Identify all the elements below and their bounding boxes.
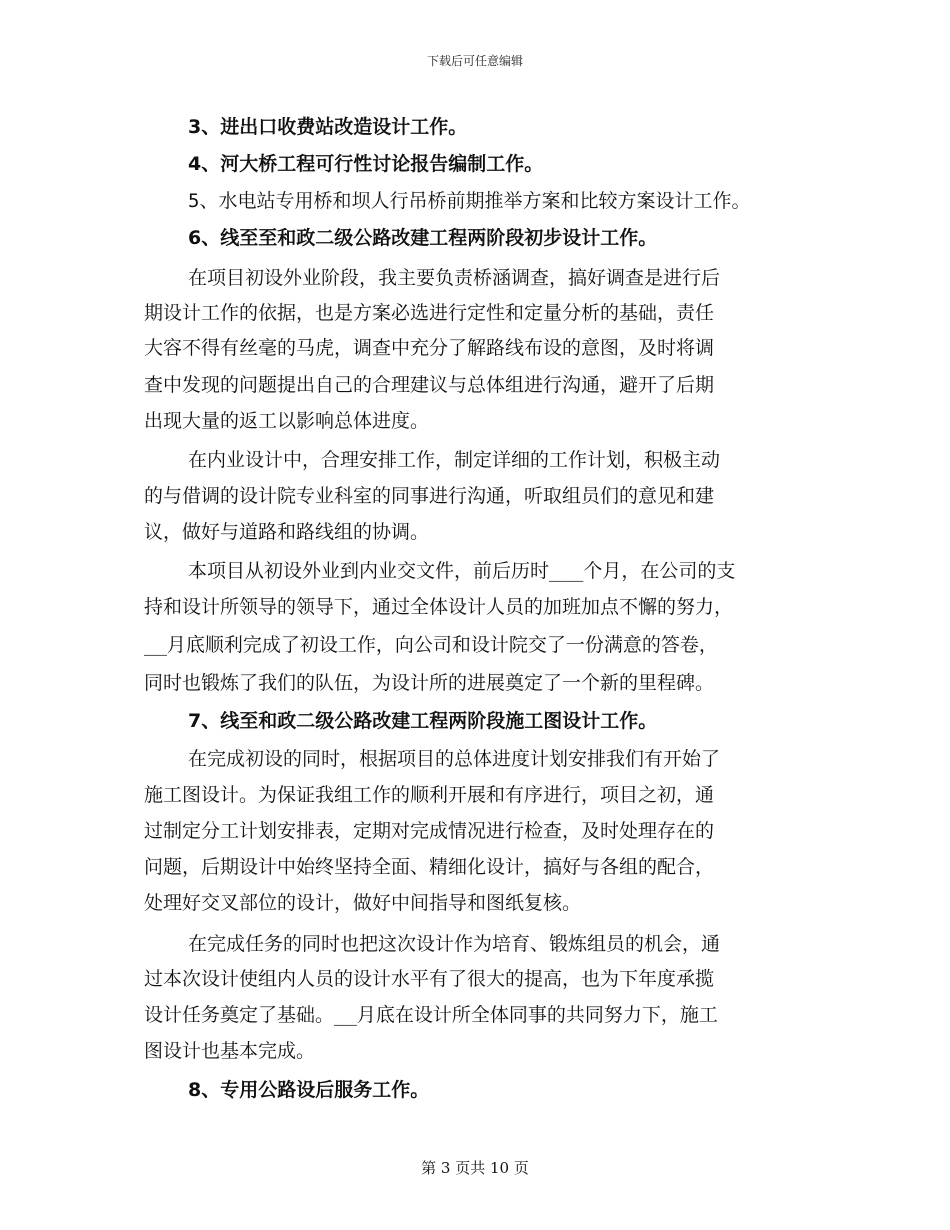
paragraph-line: 同时也锻炼了我们的队伍，为设计所的进展奠定了一个新的里程碑。 — [144, 672, 715, 694]
paragraph-line: 处理好交叉部位的设计，做好中间指导和图纸复核。 — [144, 892, 582, 914]
section-heading: 8、专用公路设后服务工作。 — [188, 1079, 430, 1101]
paragraph-line: 设计任务奠定了基础。__月底在设计所全体同事的共同努力下，施工 — [144, 1004, 718, 1026]
paragraph-line: 在完成任务的同时也把这次设计作为培育、锻炼组员的机会，通 — [188, 933, 721, 955]
paragraph-line: 图设计也基本完成。 — [144, 1040, 316, 1062]
section-heading: 3、进出口收费站改造设计工作。 — [188, 116, 468, 138]
paragraph-line: __月底顺利完成了初设工作，向公司和设计院交了一份满意的答卷， — [144, 634, 718, 656]
page-footer: 第 3 页共 10 页 — [421, 1159, 529, 1177]
paragraph-line: 5、水电站专用桥和坝人行吊桥前期推举方案和比较方案设计工作。 — [188, 190, 751, 212]
paragraph-line: 在项目初设外业阶段，我主要负责桥涵调查，搞好调查是进行后 — [188, 267, 721, 289]
paragraph-line: 议，做好与道路和路线组的协调。 — [144, 521, 430, 543]
paragraph-line: 查中发现的问题提出自己的合理建议与总体组进行沟通，避开了后期 — [144, 374, 715, 396]
section-heading: 4、河大桥工程可行性讨论报告编制工作。 — [188, 153, 544, 175]
paragraph-line: 在完成初设的同时，根据项目的总体进度计划安排我们有开始了 — [188, 748, 721, 770]
paragraph-line: 持和设计所领导的领导下，通过全体设计人员的加班加点不懈的努力， — [144, 596, 734, 618]
paragraph-line: 在内业设计中，合理安排工作，制定详细的工作计划，积极主动 — [188, 449, 721, 471]
paragraph-line: 大容不得有丝毫的马虎，调查中充分了解路线布设的意图，及时将调 — [144, 337, 715, 359]
paragraph-line: 出现大量的返工以影响总体进度。 — [144, 410, 430, 432]
section-heading: 7、线至和政二级公路改建工程两阶段施工图设计工作。 — [188, 710, 658, 732]
paragraph-line: 期设计工作的依据，也是方案必选进行定性和定量分析的基础，责任 — [144, 302, 715, 324]
paragraph-line: 过制定分工计划安排表，定期对完成情况进行检查，及时处理存在的 — [144, 820, 715, 842]
paragraph-line: 施工图设计。为保证我组工作的顺利开展和有序进行，项目之初，通 — [144, 784, 715, 806]
paragraph-line: 的与借调的设计院专业科室的同事进行沟通，听取组员们的意见和建 — [144, 485, 715, 507]
page-header: 下载后可任意编辑 — [426, 54, 523, 68]
paragraph-line: 本项目从初设外业到内业交文件，前后历时___个月，在公司的支 — [188, 560, 736, 582]
paragraph-line: 过本次设计使组内人员的设计水平有了很大的提高，也为下年度承揽 — [144, 968, 715, 990]
section-heading: 6、线至至和政二级公路改建工程两阶段初步设计工作。 — [188, 227, 658, 249]
paragraph-line: 问题，后期设计中始终坚持全面、精细化设计，搞好与各组的配合， — [144, 856, 715, 878]
